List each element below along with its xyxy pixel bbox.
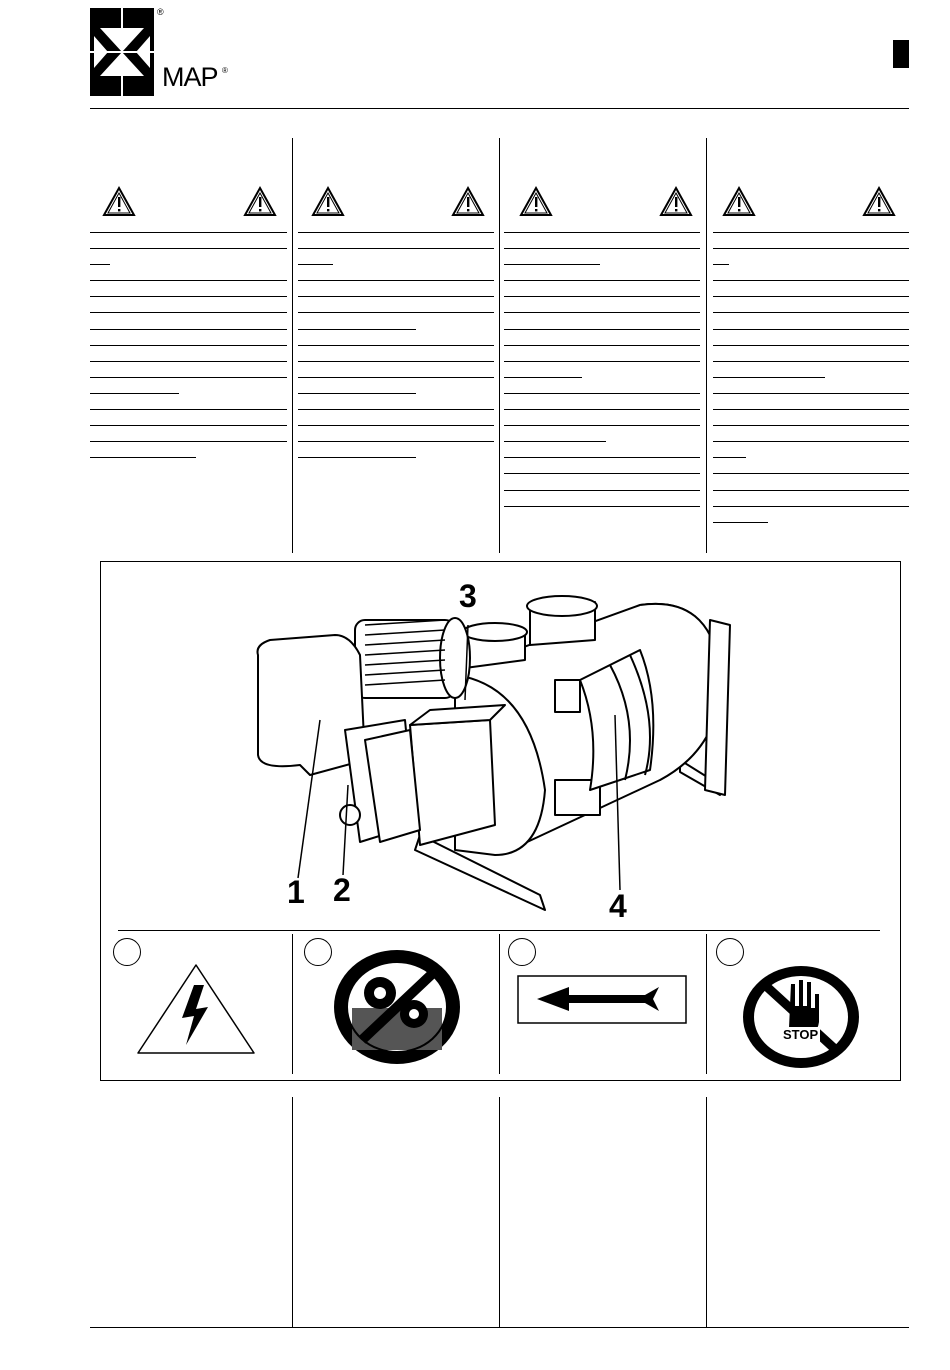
warning-triangle-icon — [864, 188, 894, 215]
mixer-machine-illustration — [240, 580, 740, 920]
callout-2: 2 — [333, 872, 351, 908]
warning-triangle-icon — [661, 188, 691, 215]
direction-arrow-icon — [517, 975, 687, 1025]
sign-number-circle — [304, 938, 332, 966]
warning-icons-row — [0, 0, 950, 230]
callout-3: 3 — [459, 578, 477, 614]
footer-rule — [90, 1327, 909, 1328]
warning-triangle-icon — [453, 188, 483, 215]
warning-text-block-1 — [90, 232, 287, 473]
column-divider — [706, 934, 707, 1074]
sign-number-circle — [716, 938, 744, 966]
brand-registered-mark: ® — [222, 66, 228, 75]
column-divider — [292, 1097, 293, 1327]
column-divider — [499, 934, 500, 1074]
sign-number-circle — [113, 938, 141, 966]
warning-triangle-icon — [724, 188, 754, 215]
warning-triangle-icon — [313, 188, 343, 215]
sign-number-circle — [508, 938, 536, 966]
warning-triangle-icon — [104, 188, 134, 215]
callout-1: 1 — [287, 874, 305, 910]
warning-text-block-3 — [504, 232, 700, 522]
do-not-touch-stop-icon — [741, 964, 861, 1070]
column-divider — [499, 1097, 500, 1327]
brand-name: MAP — [162, 62, 218, 92]
logo-registered-mark: ® — [157, 7, 164, 17]
warning-triangle-icon — [521, 188, 551, 215]
warning-triangle-icon — [245, 188, 275, 215]
warning-text-block-2 — [298, 232, 494, 473]
figure-separator — [118, 930, 880, 931]
column-divider — [706, 1097, 707, 1327]
electrical-hazard-icon — [136, 963, 256, 1055]
no-reaching-into-gears-icon — [332, 948, 462, 1066]
stop-label: STOP — [783, 1027, 819, 1042]
warning-text-block-4 — [713, 232, 909, 538]
column-divider — [292, 934, 293, 1074]
callout-4: 4 — [609, 888, 627, 924]
